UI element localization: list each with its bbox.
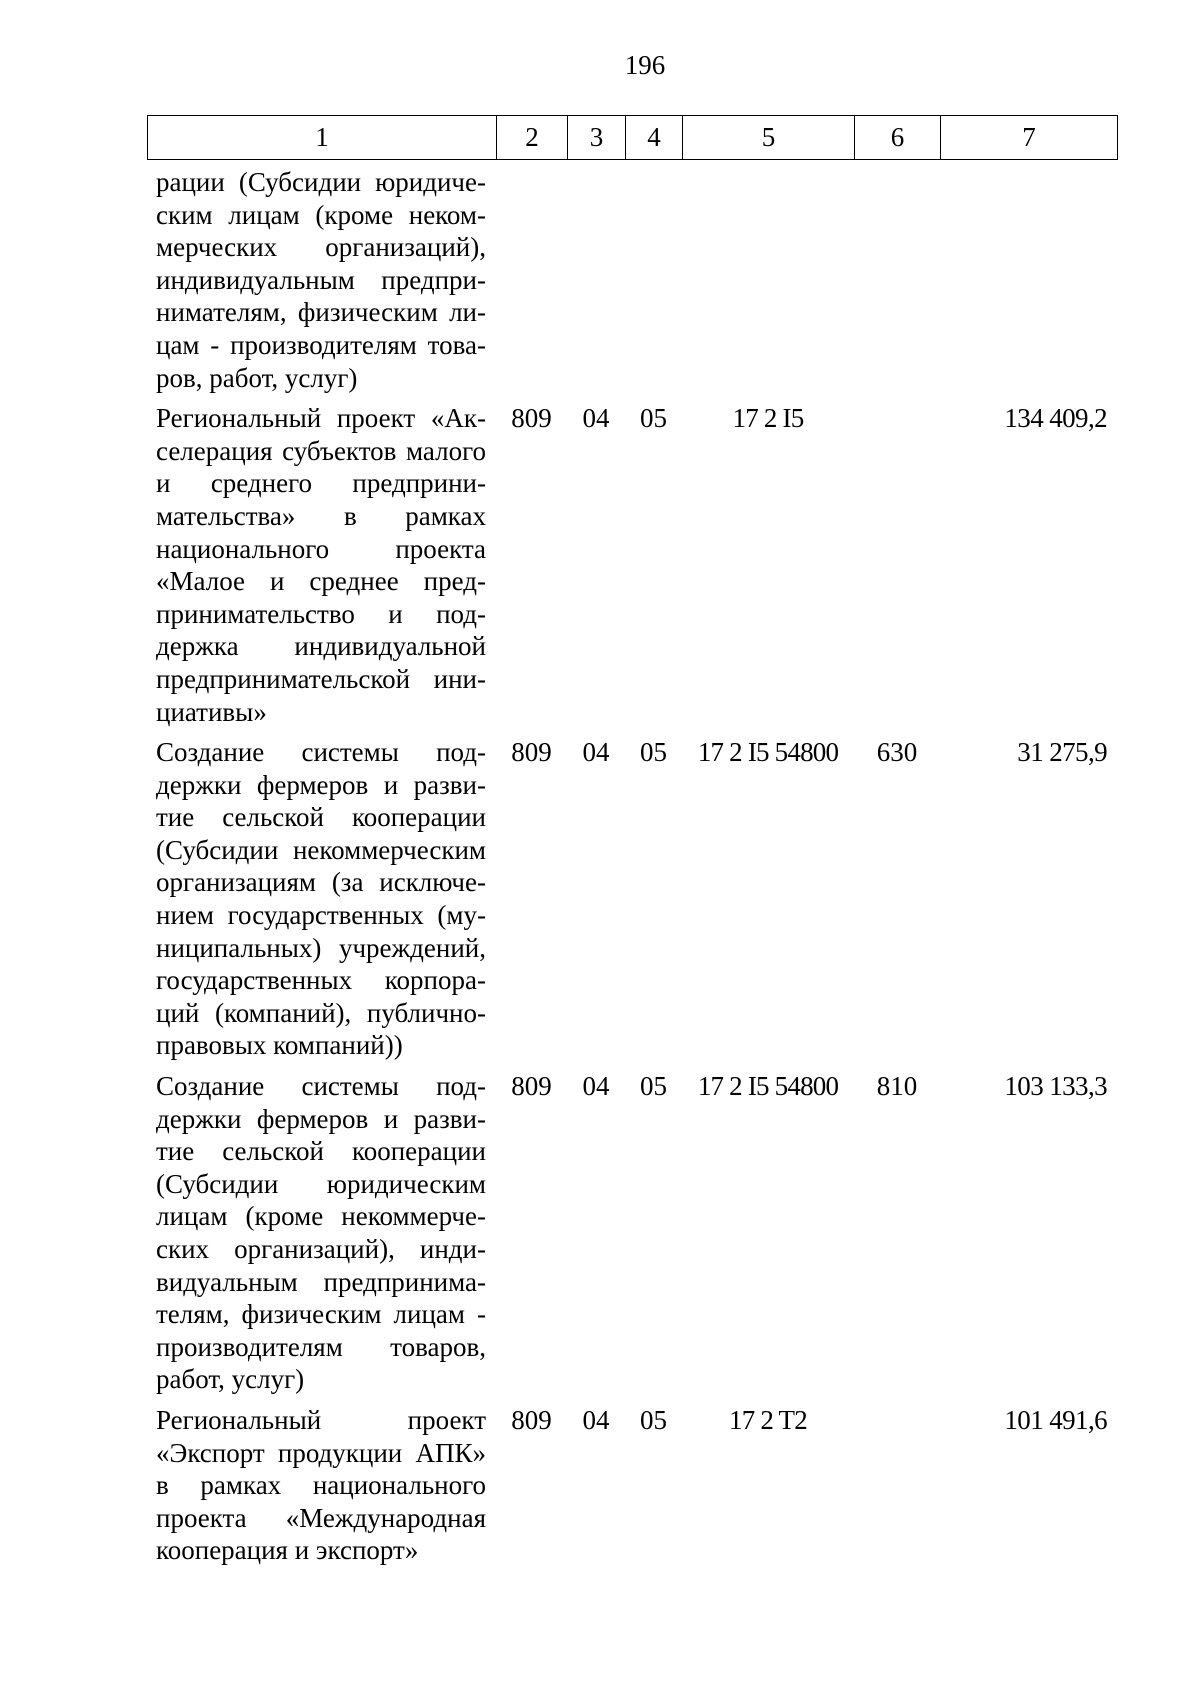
- header-col-1: 1: [148, 116, 497, 160]
- row-col-3: 04: [582, 1071, 610, 1102]
- header-col-3: 3: [568, 116, 626, 160]
- header-row: [148, 116, 1118, 160]
- row-col-3: 04: [582, 737, 610, 768]
- row-col-7: 101 491,6: [1004, 1404, 1107, 1435]
- row-description: Региональный проект «Акселерация субъектов малого и среднего предпринимательства» в рамках национального проекта «Малое и среднее предпринимательство и поддержка индивидуальной предпринимательской инициативы»: [156, 403, 486, 727]
- row-col-3: 04: [582, 403, 610, 434]
- row-col-6: 810: [876, 1071, 918, 1102]
- table-row: [147, 1070, 1117, 1396]
- row-col-5: 17 2 I5: [732, 403, 804, 434]
- row-col-5: 17 2 I5 54800: [697, 737, 839, 768]
- row-col-2: 809: [511, 1404, 552, 1435]
- row-col-4: 05: [640, 1404, 667, 1435]
- row-description: рации (Субсидии юридическим лицам (кроме некоммерческих организаций), индивидуальным предпринимателям, физическим лицам - производителям товаров, работ, услуг): [156, 167, 486, 393]
- table-row: [147, 166, 1117, 394]
- row-col-2: 809: [511, 403, 552, 434]
- row-col-7: 134 409,2: [1004, 403, 1107, 434]
- row-col-2: 809: [511, 737, 552, 768]
- column-header-table: [147, 115, 1118, 160]
- row-col-7: 31 275,9: [1017, 737, 1107, 768]
- header-col-7: 7: [941, 116, 1118, 160]
- table-row: [147, 402, 1117, 728]
- row-col-3: 04: [582, 1404, 610, 1435]
- table-row: [147, 1404, 1117, 1567]
- row-col-7: 103 133,3: [1004, 1071, 1107, 1102]
- header-col-5: 5: [683, 116, 855, 160]
- row-col-5: 17 2 I5 54800: [697, 1071, 839, 1102]
- row-description: Создание системы поддержки фермеров и развитие сельской кооперации (Субсидии некоммерческим организациям (за исключением государственных (муниципальных) учреждений, государственных корпораций (компаний), публично-правовых компаний)): [156, 737, 486, 1061]
- row-col-4: 05: [640, 403, 667, 434]
- page-number: 196: [624, 50, 666, 80]
- header-col-6: 6: [855, 116, 941, 160]
- table-row: [147, 736, 1117, 1062]
- header-col-2: 2: [497, 116, 568, 160]
- row-description: Региональный проект «Экспорт продукции АПК» в рамках национального проекта «Международная кооперация и экспорт»: [156, 1404, 486, 1566]
- row-col-4: 05: [640, 1071, 667, 1102]
- row-col-5: 17 2 T2: [729, 1404, 807, 1435]
- row-description: Создание системы поддержки фермеров и развитие сельской кооперации (Субсидии юридическим лицам (кроме некоммерческих организаций), индивидуальным предпринимателям, физическим лицам - производителям товаров, работ, услуг): [156, 1071, 486, 1395]
- budget-rows: [147, 166, 1117, 1575]
- row-col-4: 05: [640, 737, 667, 768]
- row-col-2: 809: [511, 1071, 552, 1102]
- header-col-4: 4: [626, 116, 683, 160]
- row-col-6: 630: [876, 737, 918, 768]
